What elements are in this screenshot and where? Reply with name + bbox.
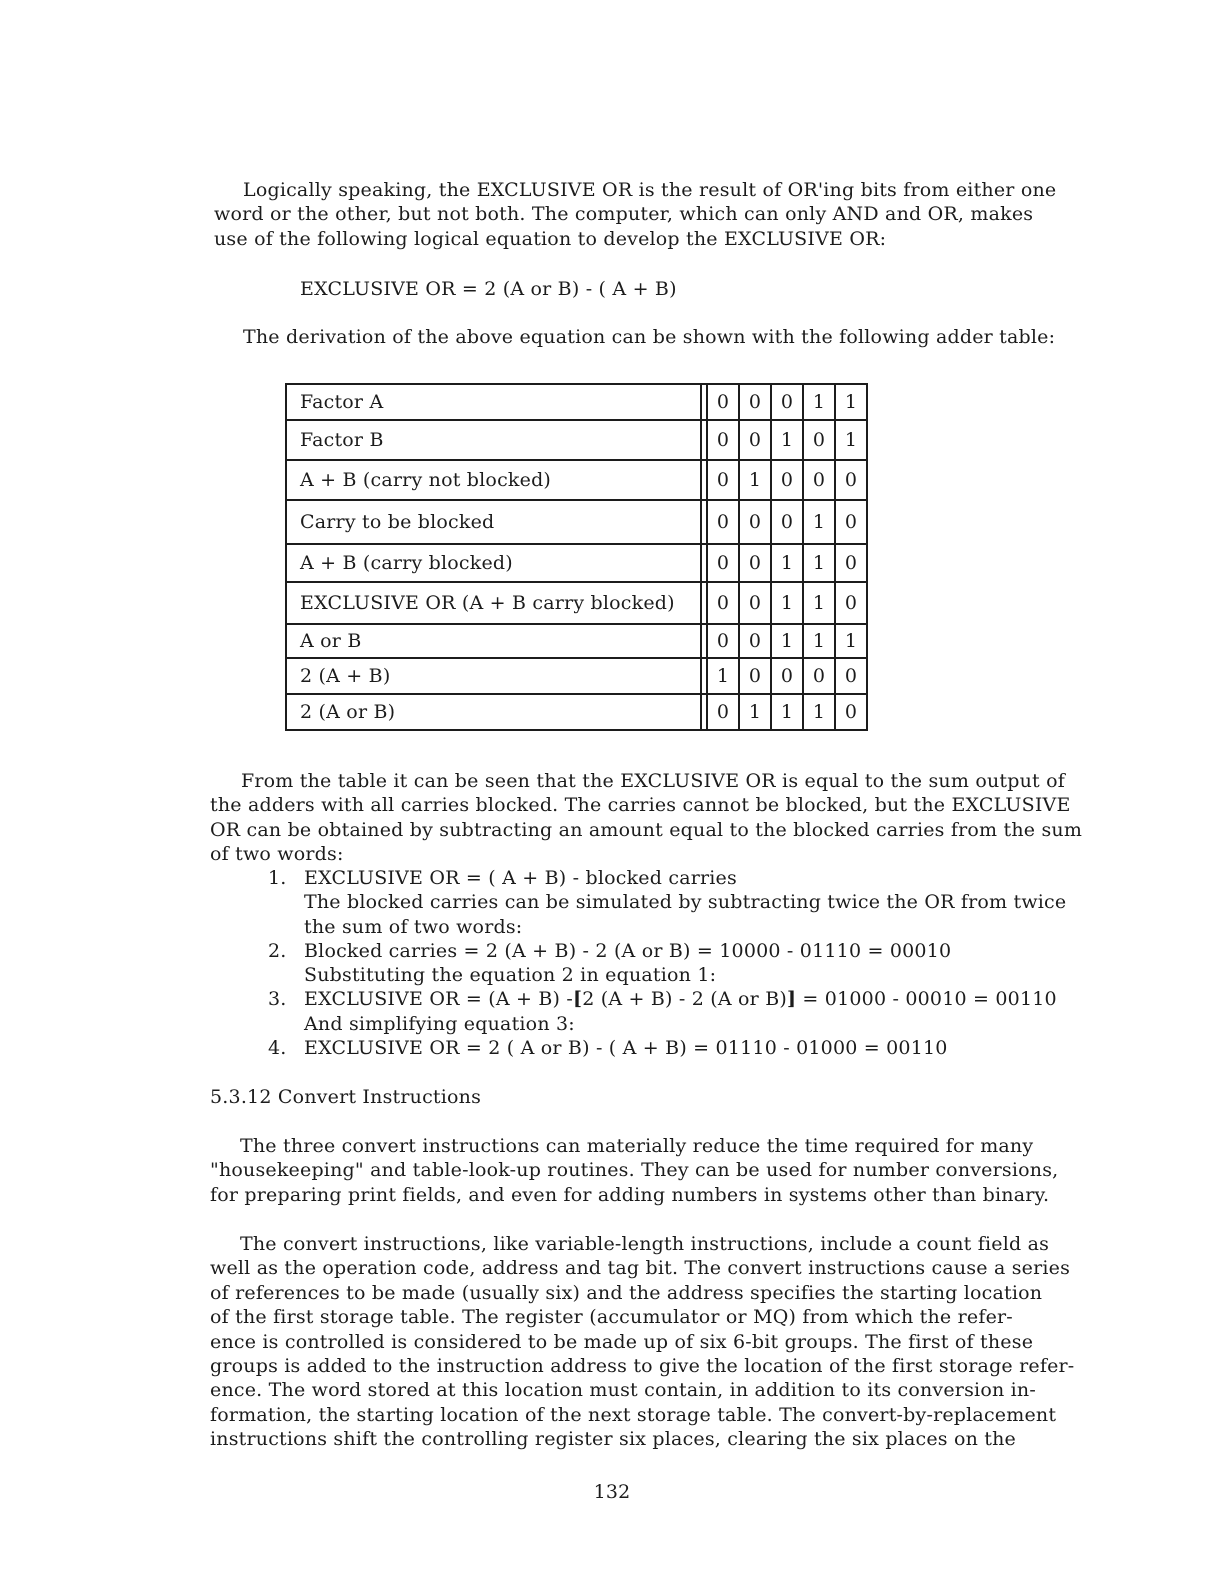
intro-paragraph	[214, 178, 1056, 251]
bit-cell: 0	[835, 544, 867, 582]
bit-cell: 0	[835, 460, 867, 500]
derivation-steps	[268, 866, 1088, 1060]
text-line: of references to be made (usually six) and the address specifies the starting location	[210, 1281, 1043, 1304]
text-line: groups is added to the instruction address to give the location of the first storage refer-	[210, 1355, 1075, 1378]
table-row	[286, 694, 867, 730]
step-text-inner: 2 (A + B) - 2 (A or B)	[582, 988, 787, 1011]
open-bracket: [	[573, 988, 583, 1011]
bit-cell: 1	[803, 544, 835, 582]
note-line: The blocked carries can be simulated by subtracting twice the OR from twice	[304, 891, 1067, 914]
note-line: And simplifying equation 3:	[304, 1012, 575, 1035]
bit-cell: 0	[835, 658, 867, 694]
text-line: the adders with all carries blocked. The carries cannot be blocked, but the EXCLUSIVE	[210, 794, 1071, 817]
step-text: EXCLUSIVE OR = 2 ( A or B) - ( A + B) = 01110 - 01000 = 00110	[304, 1037, 948, 1060]
bit-cell: 0	[739, 544, 771, 582]
note-line: the sum of two words:	[304, 915, 523, 938]
bit-cell: 1	[739, 694, 771, 730]
table-intro: The derivation of the above equation can be shown with the following adder table:	[243, 326, 1056, 348]
text-line: well as the operation code, address and tag bit. The convert instructions cause a series	[210, 1257, 1071, 1280]
text-line: for preparing print fields, and even for adding numbers in systems other than binary.	[210, 1183, 1050, 1206]
bit-cell: 0	[803, 420, 835, 460]
bit-cell: 1	[835, 420, 867, 460]
step-text-before: EXCLUSIVE OR = (A + B) -	[304, 988, 573, 1011]
step-3	[268, 987, 1088, 1011]
step-2	[268, 939, 1088, 963]
close-bracket: ]	[786, 988, 797, 1011]
row-label: A + B (carry not blocked)	[286, 460, 701, 500]
step-number: 3.	[268, 988, 287, 1011]
row-label: Carry to be blocked	[286, 500, 701, 544]
text-line: ence is controlled is considered to be made up of six 6-bit groups. The first of these	[210, 1330, 1034, 1353]
bit-cell: 0	[739, 420, 771, 460]
row-label: A + B (carry blocked)	[286, 544, 701, 582]
bit-cell: 0	[835, 694, 867, 730]
bit-cell: 0	[803, 658, 835, 694]
bit-cell: 0	[835, 582, 867, 624]
bit-cell: 0	[771, 384, 803, 420]
row-label: 2 (A or B)	[286, 694, 701, 730]
convert-paragraph-1	[210, 1134, 1058, 1207]
bit-cell: 1	[835, 384, 867, 420]
text-line: formation, the starting location of the next storage table. The convert-by-replacement	[210, 1403, 1057, 1426]
bit-cell: 1	[803, 694, 835, 730]
bit-cell: 1	[707, 658, 739, 694]
bit-cell: 1	[739, 460, 771, 500]
bit-cell: 0	[739, 384, 771, 420]
table-row	[286, 624, 867, 658]
bit-cell: 0	[707, 420, 739, 460]
table-row	[286, 544, 867, 582]
bit-cell: 1	[771, 582, 803, 624]
bit-cell: 0	[707, 544, 739, 582]
bit-cell: 0	[707, 694, 739, 730]
step-text-after: = 01000 - 00010 = 00110	[796, 988, 1057, 1011]
row-label: A or B	[286, 624, 701, 658]
bit-cell: 0	[803, 460, 835, 500]
table-row	[286, 384, 867, 420]
bit-cell: 0	[707, 460, 739, 500]
step-number: 2.	[268, 939, 287, 962]
bit-cell: 1	[803, 384, 835, 420]
step-note	[268, 963, 1088, 987]
text-line: word or the other, but not both. The computer, which can only AND and OR, makes	[214, 203, 1034, 226]
bit-cell: 1	[771, 420, 803, 460]
bit-cell: 0	[835, 500, 867, 544]
text-line: The three convert instructions can materially reduce the time required for many	[240, 1135, 1034, 1157]
row-label: EXCLUSIVE OR (A + B carry blocked)	[286, 582, 701, 624]
bit-cell: 0	[707, 624, 739, 658]
table-row	[286, 658, 867, 694]
row-label: Factor A	[286, 384, 701, 420]
bit-cell: 0	[707, 582, 739, 624]
text-line: OR can be obtained by subtracting an amount equal to the blocked carries from the sum	[210, 818, 1083, 841]
bit-cell: 0	[739, 624, 771, 658]
bit-cell: 1	[803, 582, 835, 624]
text-line: ence. The word stored at this location must contain, in addition to its conversion in-	[210, 1379, 1036, 1402]
text-line: instructions shift the controlling register six places, clearing the six places on the	[210, 1428, 1016, 1451]
bit-cell: 0	[739, 582, 771, 624]
step-number: 4.	[268, 1037, 287, 1060]
bit-cell: 0	[771, 460, 803, 500]
bit-cell: 0	[707, 384, 739, 420]
bit-cell: 1	[771, 544, 803, 582]
after-table-paragraph	[210, 769, 1082, 867]
text-line: of the first storage table. The register (accumulator or MQ) from which the refer-	[210, 1306, 1013, 1329]
table-row	[286, 582, 867, 624]
adder-table	[285, 383, 868, 731]
text-line: Logically speaking, the EXCLUSIVE OR is the result of OR'ing bits from either one	[243, 179, 1057, 201]
step-number: 1.	[268, 867, 287, 889]
bit-cell: 0	[771, 658, 803, 694]
step-4	[268, 1036, 1088, 1060]
bit-cell: 0	[771, 500, 803, 544]
section-heading: 5.3.12 Convert Instructions	[210, 1086, 482, 1108]
table-row	[286, 500, 867, 544]
bit-cell: 1	[771, 694, 803, 730]
bit-cell: 1	[803, 500, 835, 544]
step-text: EXCLUSIVE OR = ( A + B) - blocked carries	[304, 867, 737, 889]
step-note	[268, 1012, 1088, 1036]
main-equation: EXCLUSIVE OR = 2 (A or B) - ( A + B)	[300, 278, 677, 300]
page-number: 132	[593, 1481, 631, 1503]
bit-cell: 1	[835, 624, 867, 658]
text-line: The convert instructions, like variable-length instructions, include a count field as	[240, 1233, 1050, 1255]
bit-cell: 0	[707, 500, 739, 544]
step-note	[268, 890, 1088, 939]
convert-paragraph-2	[210, 1232, 1074, 1452]
table-row	[286, 420, 867, 460]
text-line: "housekeeping" and table-look-up routines. They can be used for number conversions,	[210, 1159, 1059, 1182]
step-1	[268, 866, 1088, 890]
bit-cell: 0	[739, 500, 771, 544]
table-row	[286, 460, 867, 500]
step-text: Blocked carries = 2 (A + B) - 2 (A or B) = 10000 - 01110 = 00010	[304, 939, 952, 962]
note-line: Substituting the equation 2 in equation 1:	[304, 964, 717, 987]
row-label: Factor B	[286, 420, 701, 460]
bit-cell: 1	[771, 624, 803, 658]
bit-cell: 1	[803, 624, 835, 658]
text-line: From the table it can be seen that the EXCLUSIVE OR is equal to the sum output of	[241, 770, 1065, 792]
row-label: 2 (A + B)	[286, 658, 701, 694]
bit-cell: 0	[739, 658, 771, 694]
text-line: use of the following logical equation to develop the EXCLUSIVE OR:	[214, 227, 887, 250]
text-line: of two words:	[210, 843, 344, 866]
